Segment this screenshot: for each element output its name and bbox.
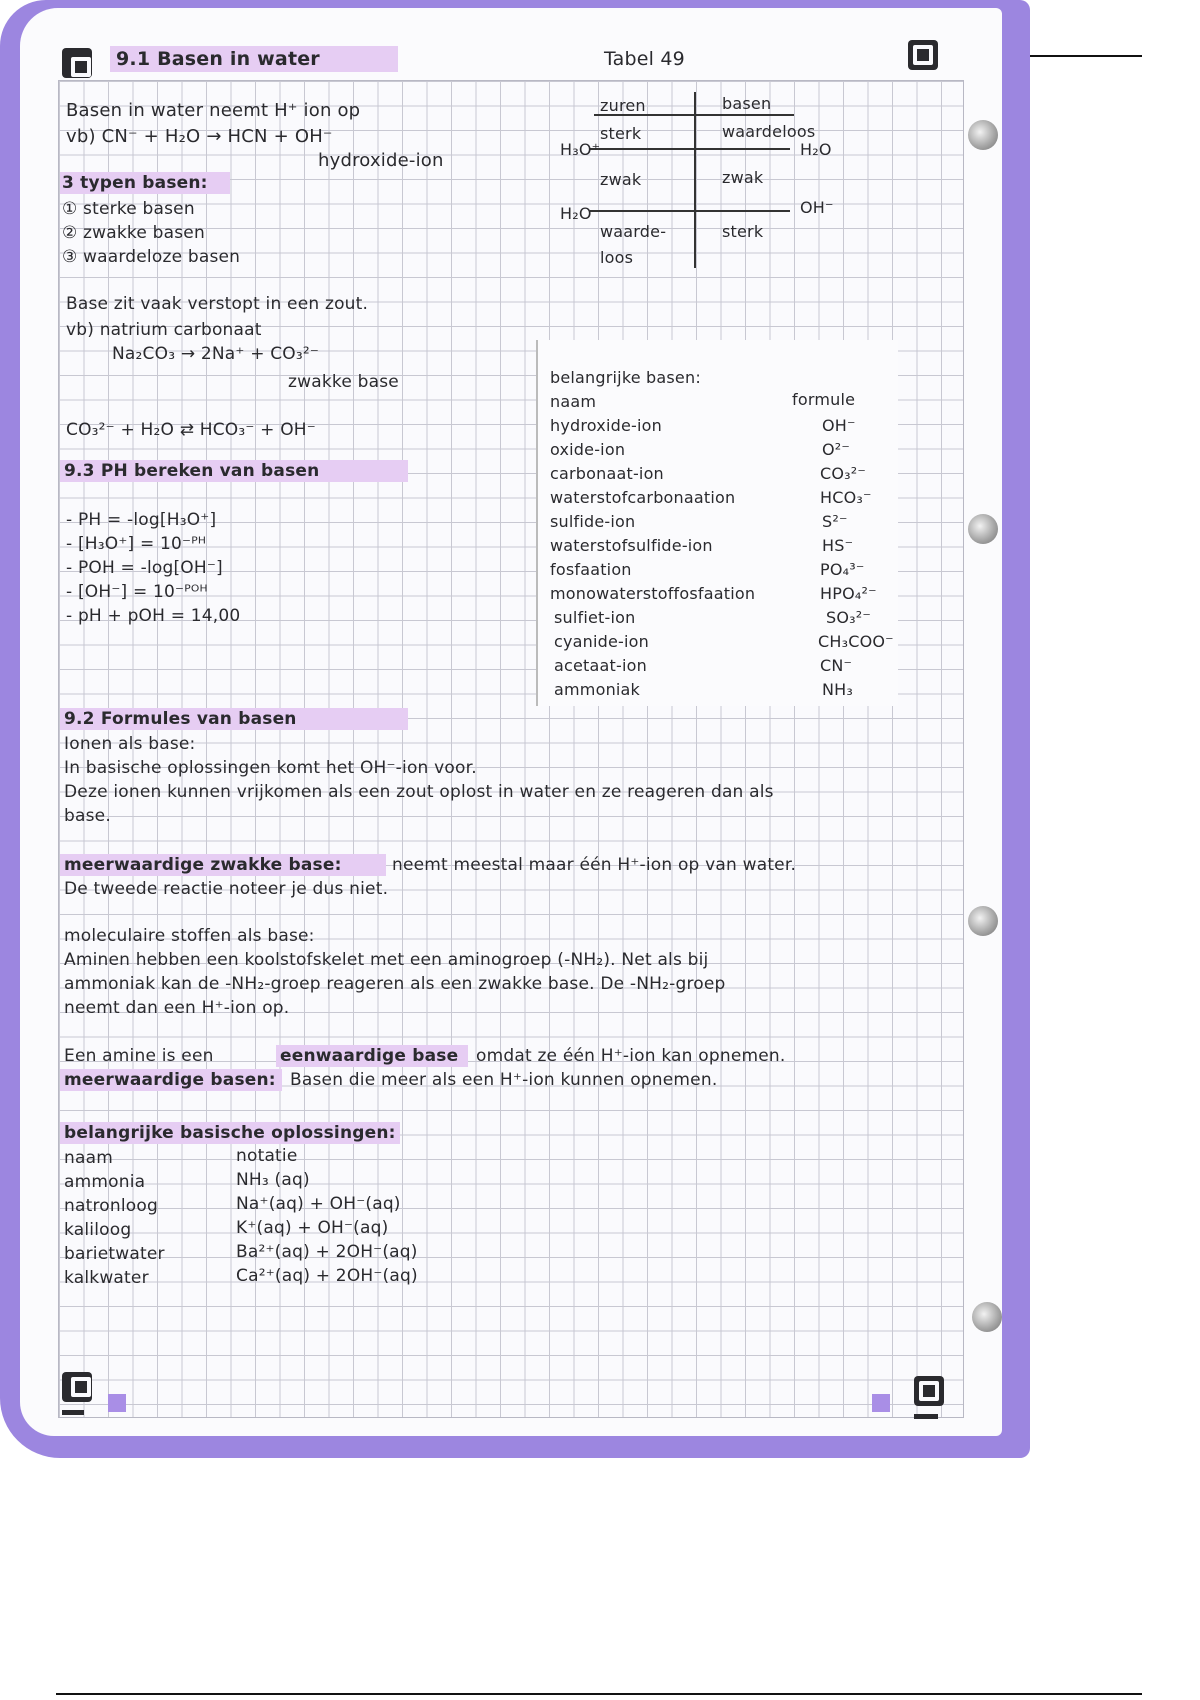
formulas-line-2: In basische oplossingen komt het OH⁻-ion voor. [64,758,477,778]
solution-name-2: natronloog [64,1196,158,1216]
base-formula-6: HS⁻ [822,536,854,555]
table49-h2o-right: H₂O [800,140,832,159]
formulas-line-1: Ionen als base: [64,734,196,754]
base-formula-2: O²⁻ [822,440,851,459]
table49-base-2: zwak [722,168,764,187]
ph-item-5: - pH + pOH = 14,00 [66,606,241,626]
base-formula-11: CN⁻ [820,656,853,675]
multi2-text: Basen die meer als een H⁺-ion kunnen opnemen. [290,1070,718,1090]
type-item-3: ③ waardeloze basen [62,247,241,267]
bottom-right-corner-mark [914,1376,944,1406]
type-item-2: ② zwakke basen [62,223,205,243]
base-name-8: monowaterstoffosfaation [550,584,756,603]
base-formula-4: HCO₃⁻ [820,488,872,507]
table49-acid-2: zwak [600,170,642,189]
ph-item-4: - [OH⁻] = 10⁻ᴾᴼᴴ [66,582,208,602]
table49-h2o-left: H₂O [560,204,592,223]
table49-col-acids: zuren [600,96,646,115]
salt-line-4: zwakke base [288,372,399,392]
table49-acid-3: waarde- [600,222,667,241]
table49-h3o: H₃O⁺ [560,140,601,159]
base-formula-7: PO₄³⁻ [820,560,865,579]
base-formula-1: OH⁻ [822,416,856,435]
salt-line-1: Base zit vaak verstopt in een zout. [66,294,369,314]
mol-line-1: Aminen hebben een koolstofskelet met een aminogroep (-NH₂). Net als bij [64,950,709,970]
salt-line-5: CO₃²⁻ + H₂O ⇄ HCO₃⁻ + OH⁻ [66,420,316,440]
ph-item-1: - PH = -log[H₃O⁺] [66,510,217,530]
salt-line-2: vb) natrium carbonaat [66,320,262,340]
top-right-rule [1030,55,1142,57]
table49-bottom-level-line [590,210,790,212]
ph-heading: 9.3 PH bereken van basen [64,461,320,481]
base-name-1: hydroxide-ion [550,416,662,435]
solution-notation-1: NH₃ (aq) [236,1170,310,1190]
multi-text: neemt meestal maar één H⁺-ion op van water. [392,855,797,875]
table49-acid-4: loos [600,248,634,267]
bases-col-formula: formule [792,390,856,409]
mol-line-2: ammoniak kan de -NH₂-groep reageren als een zwakke base. De -NH₂-groep [64,974,726,994]
base-name-7: fosfaation [550,560,632,579]
base-formula-12: NH₃ [822,680,854,699]
ph-item-3: - POH = -log[OH⁻] [66,558,223,578]
bottom-right-square [872,1394,890,1412]
solutions-heading: belangrijke basische oplossingen: [64,1123,396,1143]
solutions-col-name: naam [64,1148,113,1168]
punch-hole-3 [968,906,998,936]
base-formula-9: SO₃²⁻ [826,608,872,627]
solution-notation-2: Na⁺(aq) + OH⁻(aq) [236,1194,401,1214]
ph-item-2: - [H₃O⁺] = 10⁻ᴾᴴ [66,534,207,554]
base-name-2: oxide-ion [550,440,626,459]
formulas-heading: 9.2 Formules van basen [64,709,297,729]
intro-line-2: vb) CN⁻ + H₂O → HCN + OH⁻ [66,126,333,147]
table49-oh-right: OH⁻ [800,198,834,217]
multi2-label: meerwaardige basen: [64,1070,276,1090]
mol-heading: moleculaire stoffen als base: [64,926,315,946]
table49-base-3: sterk [722,222,764,241]
punch-hole-4 [972,1302,1002,1332]
multi-label: meerwaardige zwakke base: [64,855,342,875]
base-name-12: ammoniak [554,680,641,699]
table49-col-bases: basen [722,94,772,113]
amine-post: omdat ze één H⁺-ion kan opnemen. [476,1046,786,1066]
mol-line-3: neemt dan een H⁺-ion op. [64,998,290,1018]
solution-name-5: kalkwater [64,1268,149,1288]
bottom-right-dash [914,1414,938,1419]
amine-pre: Een amine is een [64,1046,214,1066]
intro-line-1: Basen in water neemt H⁺ ion op [66,100,361,121]
base-name-5: sulfide-ion [550,512,636,531]
table-label: Tabel 49 [604,48,685,70]
formulas-line-4: base. [64,806,111,826]
bottom-left-corner-mark [62,1372,92,1402]
bases-col-name: naam [550,392,597,411]
punch-hole-2 [968,514,998,544]
base-formula-8: HPO₄²⁻ [820,584,877,603]
base-name-9: sulfiet-ion [554,608,636,627]
bottom-left-square [108,1394,126,1412]
table49-acid-1: sterk [600,124,642,143]
amine-highlight-text: eenwaardige base [280,1046,459,1066]
solution-name-1: ammonia [64,1172,146,1192]
top-right-corner-mark [908,40,938,70]
base-name-3: carbonaat-ion [550,464,664,483]
base-formula-10: CH₃COO⁻ [818,632,894,651]
solution-name-4: barietwater [64,1244,165,1264]
table49-top-level-line [590,148,790,150]
multi-line-2: De tweede reactie noteer je dus niet. [64,879,389,899]
types-heading: 3 typen basen: [62,173,208,193]
solution-name-3: kaliloog [64,1220,132,1240]
bottom-rule [56,1693,1142,1695]
formulas-line-3: Deze ionen kunnen vrijkomen als een zout oplost in water en ze reageren dan als [64,782,774,802]
table49-vertical-line [694,92,696,268]
page-title: 9.1 Basen in water [116,48,320,70]
punch-hole-1 [968,120,998,150]
bottom-left-dash [62,1410,84,1415]
base-formula-5: S²⁻ [822,512,848,531]
base-name-10: cyanide-ion [554,632,650,651]
base-name-4: waterstofcarbonaation [550,488,736,507]
top-left-corner-mark [62,48,92,78]
solution-notation-3: K⁺(aq) + OH⁻(aq) [236,1218,389,1238]
base-formula-3: CO₃²⁻ [820,464,867,483]
solutions-col-notation: notatie [236,1146,298,1166]
salt-line-3: Na₂CO₃ → 2Na⁺ + CO₃²⁻ [112,344,320,364]
base-name-6: waterstofsulfide-ion [550,536,713,555]
base-name-11: acetaat-ion [554,656,647,675]
notebook-sheet [20,8,1002,1436]
solution-notation-5: Ca²⁺(aq) + 2OH⁻(aq) [236,1266,418,1286]
type-item-1: ① sterke basen [62,199,195,219]
bases-heading: belangrijke basen: [550,368,701,387]
intro-line-3: hydroxide-ion [318,150,444,171]
solution-notation-4: Ba²⁺(aq) + 2OH⁻(aq) [236,1242,418,1262]
table49-base-1: waardeloos [722,122,816,141]
